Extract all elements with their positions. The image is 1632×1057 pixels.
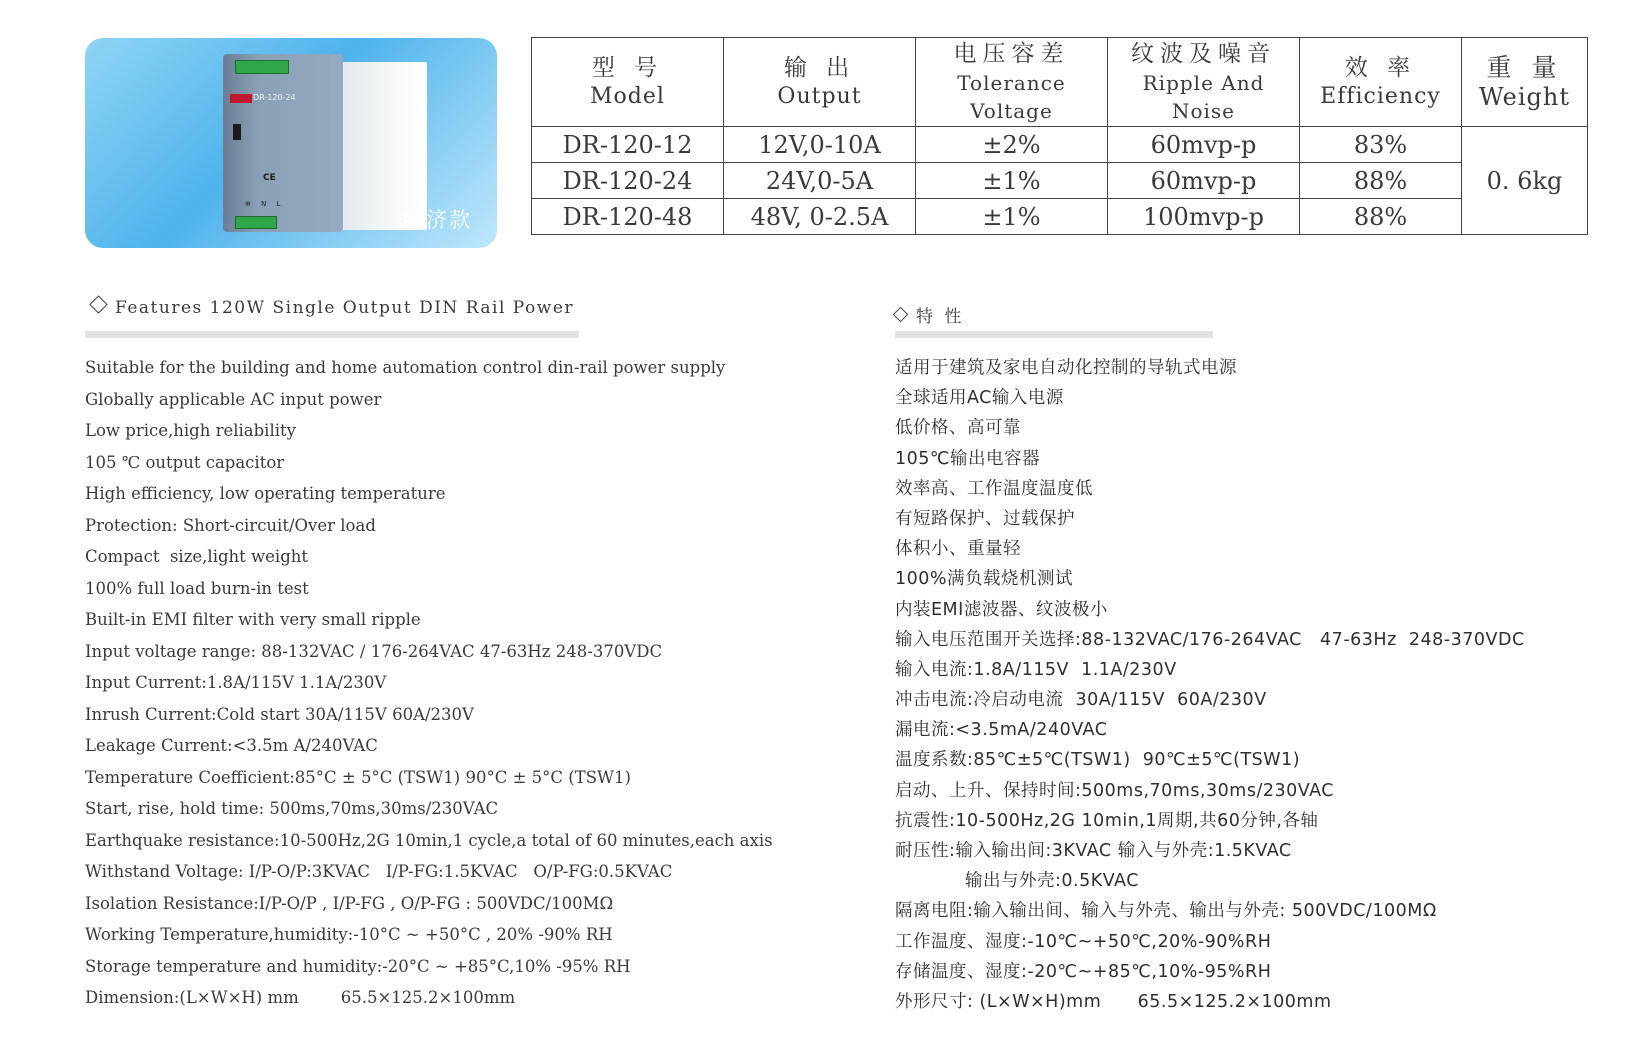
- header-ripple: 纹波及噪音 Ripple And Noise: [1108, 38, 1300, 127]
- product-image: [85, 38, 497, 248]
- list-item: 100% full load burn-in test: [85, 578, 309, 598]
- features-list-cn: [895, 353, 1525, 1017]
- list-item: 适用于建筑及家电自动化控制的导轨式电源: [895, 358, 1237, 378]
- cell-efficiency: 88%: [1300, 163, 1462, 199]
- list-item: 启动、上升、保持时间:500ms,70ms,30ms/230VAC: [895, 780, 1334, 801]
- list-item: Protection: Short-circuit/Over load: [85, 515, 376, 535]
- ce-mark: CE: [263, 173, 276, 183]
- list-item: 体积小、重量轻: [895, 539, 1021, 560]
- list-item: 耐压性:输入输出间:3KVAC 输入与外壳:1.5KVAC: [895, 841, 1292, 861]
- device-model-label: DR-120-24: [253, 93, 296, 102]
- features-list-en: [85, 352, 773, 1014]
- list-item: 内装EMI滤波器、纹波极小: [895, 599, 1108, 620]
- list-item: 100%满负载烧机测试: [895, 569, 1074, 590]
- diamond-icon: [89, 295, 107, 313]
- cell-efficiency: 88%: [1300, 199, 1462, 235]
- list-item: 漏电流:<3.5mA/240VAC: [895, 720, 1108, 741]
- economy-badge: 经济款: [403, 208, 472, 232]
- list-item: 有短路保护、过载保护: [895, 508, 1075, 529]
- spec-table: [531, 37, 1588, 235]
- list-item: 温度系数:85℃±5℃(TSW1) 90℃±5℃(TSW1): [895, 750, 1301, 771]
- table-row: [532, 163, 1588, 199]
- diamond-icon: [893, 307, 909, 323]
- list-item: 外形尺寸: (L×W×H)mm 65.5×125.2×100mm: [895, 991, 1332, 1012]
- output-terminal-block: [235, 60, 289, 74]
- list-item: 105℃输出电容器: [895, 448, 1041, 469]
- list-item: Input Current:1.8A/115V 1.1A/230V: [85, 673, 387, 692]
- brand-logo: [230, 94, 252, 103]
- input-terminal-block: [235, 216, 277, 229]
- cell-output: 48V, 0-2.5A: [724, 199, 916, 235]
- header-model: 型 号 Model: [532, 38, 724, 127]
- list-item: Low price,high reliability: [85, 421, 296, 440]
- features-heading-en: [92, 298, 574, 318]
- cell-weight: 0. 6kg: [1462, 127, 1588, 235]
- table-row: [532, 127, 1588, 163]
- header-weight: 重 量 Weight: [1462, 38, 1588, 127]
- list-item: Dimension:(L×W×H) mm 65.5×125.2×100mm: [85, 988, 516, 1007]
- voltage-switch: [233, 124, 241, 140]
- cell-tolerance: ±1%: [916, 199, 1108, 235]
- list-item: Storage temperature and humidity:-20°C ~ +85°C,10% -95% RH: [85, 956, 631, 976]
- input-terminal-label: ⊕ N L: [245, 200, 285, 208]
- list-item: 抗震性:10-500Hz,2G 10min,1周期,共60分钟,各轴: [895, 810, 1319, 831]
- cell-output: 24V,0-5A: [724, 163, 916, 199]
- header-output: 输 出 Output: [724, 38, 916, 127]
- features-heading-cn: [895, 302, 964, 327]
- cell-efficiency: 83%: [1300, 127, 1462, 163]
- list-item: High efficiency, low operating temperature: [85, 484, 446, 503]
- list-item: 105 ℃ output capacitor: [85, 452, 285, 472]
- header-efficiency: 效 率 Efficiency: [1300, 38, 1462, 127]
- cell-ripple: 100mvp-p: [1108, 199, 1300, 235]
- list-item: Built-in EMI filter with very small ripple: [85, 610, 421, 629]
- heading-underline-en: [85, 331, 579, 338]
- cell-ripple: 60mvp-p: [1108, 163, 1300, 199]
- cell-tolerance: ±2%: [916, 127, 1108, 163]
- list-item: Temperature Coefficient:85°C ± 5°C (TSW1) 90°C ± 5°C (TSW1): [85, 767, 631, 787]
- list-item: Input voltage range: 88-132VAC / 176-264VAC 47-63Hz 248-370VDC: [85, 641, 663, 661]
- list-item: 冲击电流:冷启动电流 30A/115V 60A/230V: [895, 690, 1267, 711]
- heading-underline-cn: [895, 331, 1213, 338]
- features-heading-cn-text: 特 性: [916, 307, 965, 327]
- list-item: 低价格、高可靠: [895, 418, 1021, 439]
- features-heading-en-text: Features 120W Single Output DIN Rail Power: [115, 298, 575, 318]
- list-item: Isolation Resistance:I/P-O/P , I/P-FG , O/P-FG : 500VDC/100MΩ: [85, 893, 614, 913]
- cell-model: DR-120-48: [532, 199, 724, 235]
- table-header-row: [532, 38, 1588, 127]
- list-item: 输入电流:1.8A/115V 1.1A/230V: [895, 659, 1177, 680]
- list-item: Withstand Voltage: I/P-O/P:3KVAC I/P-FG:1.5KVAC O/P-FG:0.5KVAC: [85, 862, 673, 881]
- list-item: 输入电压范围开关选择:88-132VAC/176-264VAC 47-63Hz 248-370VDC: [895, 629, 1525, 650]
- list-item: 工作温度、湿度:-10℃~+50℃,20%-90%RH: [895, 931, 1272, 952]
- list-item: Globally applicable AC input power: [85, 389, 382, 409]
- cell-model: DR-120-12: [532, 127, 724, 163]
- list-item: Suitable for the building and home automation control din-rail power supply: [85, 358, 726, 377]
- list-item: 输出与外壳:0.5KVAC: [965, 871, 1139, 892]
- cell-model: DR-120-24: [532, 163, 724, 199]
- list-item: Inrush Current:Cold start 30A/115V 60A/230V: [85, 704, 474, 724]
- list-item: Working Temperature,humidity:-10°C ~ +50°C , 20% -90% RH: [85, 925, 613, 944]
- list-item: 全球适用AC输入电源: [895, 388, 1064, 409]
- list-item: Earthquake resistance:10-500Hz,2G 10min,1 cycle,a total of 60 minutes,each axis: [85, 830, 773, 850]
- table-row: [532, 199, 1588, 235]
- list-item: Leakage Current:<3.5m A/240VAC: [85, 736, 378, 755]
- list-item: 效率高、工作温度温度低: [895, 478, 1093, 499]
- header-tolerance: 电压容差 Tolerance Voltage: [916, 38, 1108, 127]
- cell-tolerance: ±1%: [916, 163, 1108, 199]
- list-item: 隔离电阻:输入输出间、输入与外壳、输出与外壳: 500VDC/100MΩ: [895, 901, 1437, 922]
- list-item: Start, rise, hold time: 500ms,70ms,30ms/230VAC: [85, 799, 499, 818]
- cell-output: 12V,0-10A: [724, 127, 916, 163]
- list-item: Compact size,light weight: [85, 547, 309, 566]
- cell-ripple: 60mvp-p: [1108, 127, 1300, 163]
- list-item: 存储温度、湿度:-20℃~+85℃,10%-95%RH: [895, 961, 1272, 982]
